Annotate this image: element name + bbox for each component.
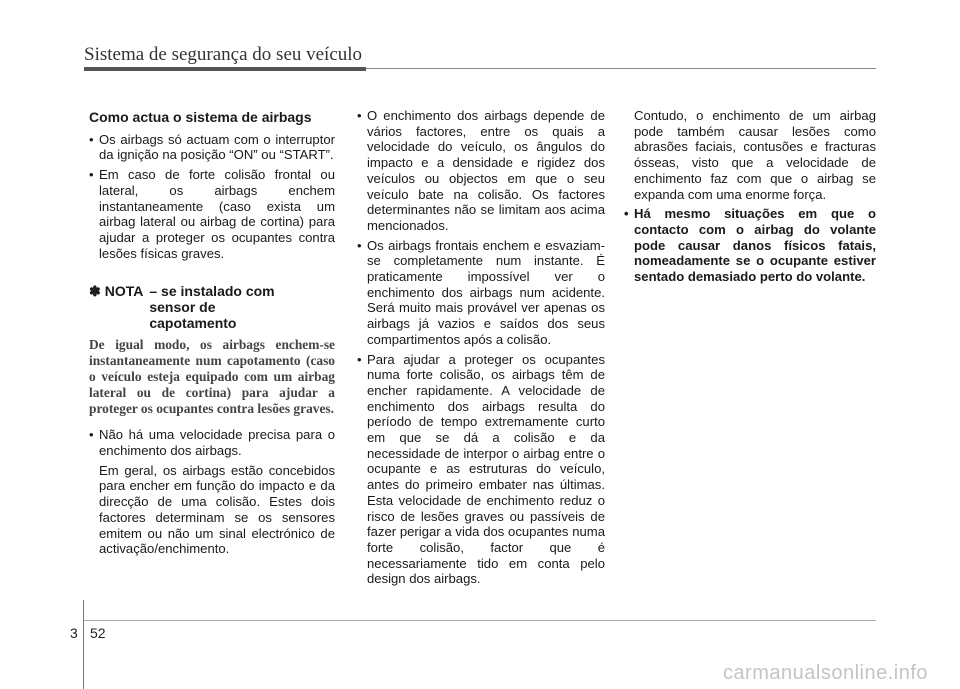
list-item: • Para ajudar a proteger os ocupantes numa forte colisão, os airbags têm de encher rapidamente. A velocidade de enchimento dos airbags resulta do período de tempo extremamente curto em que se dá a colisão e da necessidade de interpor o airbag entre o ocupante e as estruturas do veículo, antes do primeiro embater nas últimas. Esta velocidade de enchimento reduz o risco de lesões graves ou passíveis de fazer perigar a vida dos ocupantes numa forte colisão, factor que é necessariamente tido em conta pelo design dos airbags. (357, 352, 605, 588)
note-label: NOTA (104, 283, 144, 300)
note-subtitle-line: sensor de (149, 299, 216, 316)
footer-divider (83, 600, 84, 689)
paragraph: Em geral, os airbags estão concebidos para encher em função do impacto e da direcção de uma colisão. Estes dois factores determinam se os sensores emitem ou não um sinal electrónico de activação/enchimento. (99, 462, 335, 557)
chapter-number: 3 (70, 625, 78, 641)
note-subtitle-line: capotamento (149, 315, 237, 332)
section-title: Sistema de segurança do seu veículo (84, 44, 363, 65)
header-rule-accent (84, 67, 366, 71)
watermark: carmanualsonline.info (722, 662, 928, 684)
column-3 (624, 108, 876, 289)
note-subtitle (149, 283, 274, 331)
warning-list-item: • Há mesmo situações em que o contacto com o airbag do volante pode causar danos físicos fatais, nomeadamente se o ocupante estiver sentado demasiado perto do volante. (624, 206, 876, 285)
bullet-list (624, 206, 876, 285)
note-body: De igual modo, os airbags enchem-se instantaneamente num capotamento (caso o veículo esteja equipado com um airbag lateral ou de cortina) para ajudar a proteger os ocupantes contra lesões graves. (89, 337, 335, 417)
list-item: • Em caso de forte colisão frontal ou lateral, os airbags enchem instantaneamente (caso exista um airbag lateral ou airbag de cortina) para ajudar a proteger os ocupantes contra lesões físicas graves. (89, 167, 335, 261)
column-2 (357, 108, 605, 591)
bullet-list (89, 132, 335, 262)
list-item: • Não há uma velocidade precisa para o enchimento dos airbags. (89, 427, 335, 458)
page-number-value: 52 (90, 625, 106, 641)
bullet-list (357, 108, 605, 587)
list-item: • Os airbags frontais enchem e esvaziam-se completamente num instante. É praticamente impossível ver o enchimento dos airbags num acidente. Será muito mais provável ver apenas os airbags já vazios e saídos dos seus compartimentos após a colisão. (357, 238, 605, 348)
note-heading (89, 283, 335, 331)
note-star-icon: ✽ (89, 283, 101, 300)
note-subtitle-line: – se instalado com (149, 283, 275, 300)
bullet-list (89, 427, 335, 458)
footer-rule (84, 620, 876, 621)
paragraph: Contudo, o enchimento de um airbag pode também causar lesões como abrasões faciais, contusões e fracturas ósseas, visto que a velocidade de enchimento faz com que o airbag se expanda com uma enorme força. (634, 108, 876, 202)
section-heading: Como actua o sistema de airbags (89, 109, 312, 125)
list-item: • Os airbags só actuam com o interruptor da ignição na posição “ON” ou “START”. (89, 132, 335, 163)
list-item: • O enchimento dos airbags depende de vários factores, entre os quais a velocidade do veículo, os ângulos do impacto e a densidade e rigidez dos veículos ou objectos em que o seu veículo bate na colisão. Os factores determinantes não se limitam aos acima mencionados. (357, 108, 605, 234)
column-1 (89, 108, 335, 561)
